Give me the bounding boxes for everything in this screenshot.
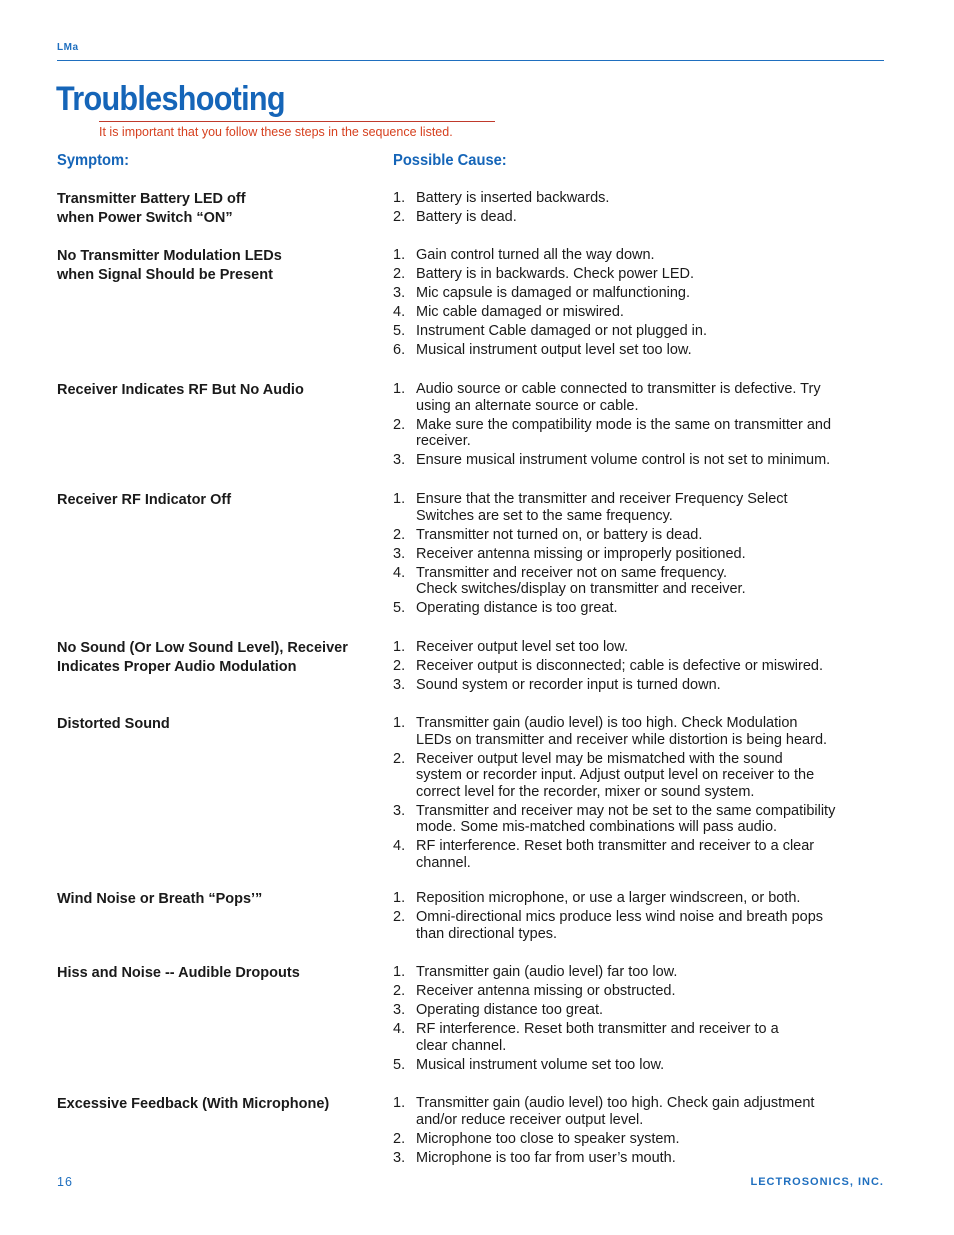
cause-number: 2. bbox=[393, 909, 406, 925]
cause-line: RF interference. Reset both transmitter and receiver to a clear bbox=[416, 838, 815, 854]
symptom-text bbox=[57, 247, 377, 285]
symptom-line: Hiss and Noise -- Audible Dropouts bbox=[57, 965, 300, 981]
cause-number: 3. bbox=[393, 677, 406, 693]
symptom-text bbox=[57, 381, 377, 400]
cause-item bbox=[393, 1095, 873, 1128]
cause-number: 3. bbox=[393, 285, 406, 301]
cause-line: Audio source or cable connected to transmitter is defective. Try bbox=[416, 381, 821, 397]
cause-line: system or recorder input. Adjust output level on receiver to the bbox=[416, 767, 815, 783]
symptom-line: Excessive Feedback (With Microphone) bbox=[57, 1096, 330, 1112]
cause-number: 4. bbox=[393, 564, 406, 581]
cause-number: 4. bbox=[393, 304, 406, 320]
cause-number: 3. bbox=[393, 1002, 406, 1018]
cause-item bbox=[393, 247, 873, 264]
cause-number: 2. bbox=[393, 983, 406, 999]
cause-number: 1. bbox=[393, 964, 406, 980]
cause-number: 4. bbox=[393, 1021, 406, 1037]
cause-line: Receiver output level set too low. bbox=[416, 639, 628, 655]
cause-line: RF interference. Reset both transmitter and receiver to a bbox=[416, 1021, 779, 1037]
cause-number: 2. bbox=[393, 266, 406, 282]
cause-line: Transmitter gain (audio level) far too low. bbox=[416, 964, 678, 980]
cause-list bbox=[393, 1095, 873, 1169]
cause-number: 2. bbox=[393, 416, 406, 433]
cause-line: Omni-directional mics produce less wind noise and breath pops bbox=[416, 909, 824, 925]
cause-item bbox=[393, 909, 873, 942]
cause-number: 3. bbox=[393, 1149, 406, 1166]
cause-list bbox=[393, 715, 873, 874]
cause-number: 3. bbox=[393, 545, 406, 562]
cause-line: Receiver output is disconnected; cable is defective or miswired. bbox=[416, 658, 823, 674]
cause-item bbox=[393, 751, 873, 801]
cause-item bbox=[393, 190, 873, 207]
cause-line: receiver. bbox=[416, 433, 471, 449]
symptom-text bbox=[57, 190, 377, 228]
symptom-line: Wind Noise or Breath “Pops’” bbox=[57, 891, 263, 907]
cause-line: clear channel. bbox=[416, 1037, 507, 1054]
cause-item bbox=[393, 677, 873, 694]
cause-number: 6. bbox=[393, 342, 406, 358]
cause-item bbox=[393, 209, 873, 226]
cause-line: Transmitter and receiver may not be set to the same compatibility bbox=[416, 802, 836, 819]
header-divider bbox=[57, 60, 884, 61]
cause-item bbox=[393, 600, 873, 617]
cause-number: 2. bbox=[393, 750, 406, 767]
symptom-line: No Sound (Or Low Sound Level), Receiver bbox=[57, 640, 348, 656]
cause-line: Switches are set to the same frequency. bbox=[416, 507, 673, 524]
cause-number: 5. bbox=[393, 323, 406, 339]
cause-line: channel. bbox=[416, 854, 471, 871]
cause-line: than directional types. bbox=[416, 925, 558, 942]
cause-number: 5. bbox=[393, 1056, 406, 1073]
cause-item bbox=[393, 452, 873, 469]
footer-brand: LECTROSONICS, INC. bbox=[750, 1176, 884, 1188]
symptom-line: Distorted Sound bbox=[57, 716, 170, 732]
cause-line: Battery is dead. bbox=[416, 209, 517, 225]
cause-item bbox=[393, 323, 873, 340]
cause-item bbox=[393, 890, 873, 907]
cause-item bbox=[393, 1057, 873, 1074]
cause-line: Receiver antenna missing or obstructed. bbox=[416, 983, 676, 999]
cause-line: Musical instrument output level set too low. bbox=[416, 342, 692, 358]
cause-list bbox=[393, 964, 873, 1076]
cause-item bbox=[393, 565, 873, 598]
cause-item bbox=[393, 266, 873, 283]
cause-line: Operating distance is too great. bbox=[416, 600, 618, 616]
symptom-line: when Signal Should be Present bbox=[57, 267, 273, 283]
cause-line: Mic cable damaged or miswired. bbox=[416, 304, 624, 320]
cause-item bbox=[393, 1021, 873, 1054]
cause-number: 2. bbox=[393, 526, 406, 543]
page-title: Troubleshooting bbox=[56, 80, 285, 118]
cause-line: Mic capsule is damaged or malfunctioning. bbox=[416, 285, 691, 301]
cause-item bbox=[393, 304, 873, 321]
cause-list bbox=[393, 890, 873, 945]
cause-line: Transmitter gain (audio level) is too high. Check Modulation bbox=[416, 715, 798, 731]
cause-list bbox=[393, 639, 873, 696]
cause-line: Reposition microphone, or use a larger windscreen, or both. bbox=[416, 890, 801, 906]
page-subtitle: It is important that you follow these steps in the sequence listed. bbox=[99, 125, 453, 139]
cause-line: Receiver antenna missing or improperly positioned. bbox=[416, 545, 746, 562]
cause-line: Battery is in backwards. Check power LED. bbox=[416, 266, 695, 282]
cause-line: Battery is inserted backwards. bbox=[416, 190, 610, 206]
cause-item bbox=[393, 285, 873, 302]
cause-number: 1. bbox=[393, 639, 406, 655]
cause-line: Sound system or recorder input is turned down. bbox=[416, 677, 721, 693]
cause-number: 2. bbox=[393, 209, 406, 225]
cause-number: 3. bbox=[393, 802, 406, 819]
cause-line: Ensure that the transmitter and receiver Frequency Select bbox=[416, 491, 788, 507]
cause-item bbox=[393, 715, 873, 748]
cause-line: Microphone too close to speaker system. bbox=[416, 1130, 680, 1147]
cause-number: 2. bbox=[393, 658, 406, 674]
symptom-line: No Transmitter Modulation LEDs bbox=[57, 248, 282, 264]
cause-item bbox=[393, 527, 873, 544]
cause-number: 5. bbox=[393, 600, 406, 616]
cause-line: Make sure the compatibility mode is the same on transmitter and bbox=[416, 416, 832, 433]
cause-item bbox=[393, 546, 873, 563]
cause-number: 3. bbox=[393, 452, 406, 468]
cause-item bbox=[393, 1131, 873, 1148]
cause-item bbox=[393, 983, 873, 1000]
cause-line: mode. Some mis-matched combinations will pass audio. bbox=[416, 819, 778, 835]
symptom-line: Receiver RF Indicator Off bbox=[57, 492, 232, 508]
cause-line: Receiver output level may be mismatched with the sound bbox=[416, 750, 783, 767]
page-number: 16 bbox=[57, 1175, 73, 1189]
cause-item bbox=[393, 639, 873, 656]
symptom-text bbox=[57, 715, 377, 734]
cause-number: 1. bbox=[393, 491, 406, 507]
cause-number: 1. bbox=[393, 190, 406, 206]
symptom-line: Receiver Indicates RF But No Audio bbox=[57, 382, 304, 398]
cause-line: Musical instrument volume set too low. bbox=[416, 1056, 665, 1073]
symptom-text bbox=[57, 890, 377, 909]
cause-list bbox=[393, 491, 873, 619]
cause-column-heading: Possible Cause: bbox=[393, 152, 507, 169]
cause-item bbox=[393, 491, 873, 524]
symptom-text bbox=[57, 964, 377, 983]
symptom-line: Transmitter Battery LED off bbox=[57, 191, 246, 207]
cause-number: 1. bbox=[393, 890, 406, 906]
symptom-column-heading: Symptom: bbox=[57, 152, 129, 169]
cause-number: 1. bbox=[393, 715, 406, 731]
header-label: LMa bbox=[57, 42, 79, 53]
cause-line: Transmitter not turned on, or battery is dead. bbox=[416, 526, 703, 543]
cause-line: Microphone is too far from user’s mouth. bbox=[416, 1149, 676, 1166]
cause-item bbox=[393, 342, 873, 359]
cause-item bbox=[393, 381, 873, 414]
cause-list bbox=[393, 247, 873, 361]
cause-item bbox=[393, 1150, 873, 1167]
cause-line: Gain control turned all the way down. bbox=[416, 247, 655, 263]
cause-line: and/or reduce receiver output level. bbox=[416, 1111, 644, 1128]
cause-item bbox=[393, 1002, 873, 1019]
cause-line: Instrument Cable damaged or not plugged in. bbox=[416, 323, 707, 339]
cause-line: LEDs on transmitter and receiver while distortion is being heard. bbox=[416, 731, 828, 748]
symptom-text bbox=[57, 639, 377, 677]
cause-number: 1. bbox=[393, 1095, 406, 1111]
cause-list bbox=[393, 190, 873, 228]
symptom-text bbox=[57, 491, 377, 510]
symptom-line: Indicates Proper Audio Modulation bbox=[57, 659, 297, 675]
cause-item bbox=[393, 803, 873, 836]
cause-list bbox=[393, 381, 873, 471]
cause-number: 1. bbox=[393, 247, 406, 263]
cause-item bbox=[393, 658, 873, 675]
cause-item bbox=[393, 417, 873, 450]
symptom-text bbox=[57, 1095, 377, 1114]
cause-line: correct level for the recorder, mixer or sound system. bbox=[416, 783, 755, 800]
cause-item bbox=[393, 964, 873, 981]
cause-line: Operating distance too great. bbox=[416, 1002, 604, 1018]
cause-line: Transmitter gain (audio level) too high. Check gain adjustment bbox=[416, 1095, 815, 1111]
cause-item bbox=[393, 838, 873, 871]
cause-number: 2. bbox=[393, 1130, 406, 1147]
cause-number: 4. bbox=[393, 838, 406, 854]
cause-number: 1. bbox=[393, 381, 406, 397]
symptom-line: when Power Switch “ON” bbox=[57, 210, 233, 226]
cause-line: Transmitter and receiver not on same frequency. bbox=[416, 564, 728, 581]
title-divider bbox=[99, 121, 495, 122]
cause-line: Ensure musical instrument volume control is not set to minimum. bbox=[416, 452, 831, 468]
cause-line: Check switches/display on transmitter and receiver. bbox=[416, 581, 746, 597]
cause-line: using an alternate source or cable. bbox=[416, 397, 639, 414]
